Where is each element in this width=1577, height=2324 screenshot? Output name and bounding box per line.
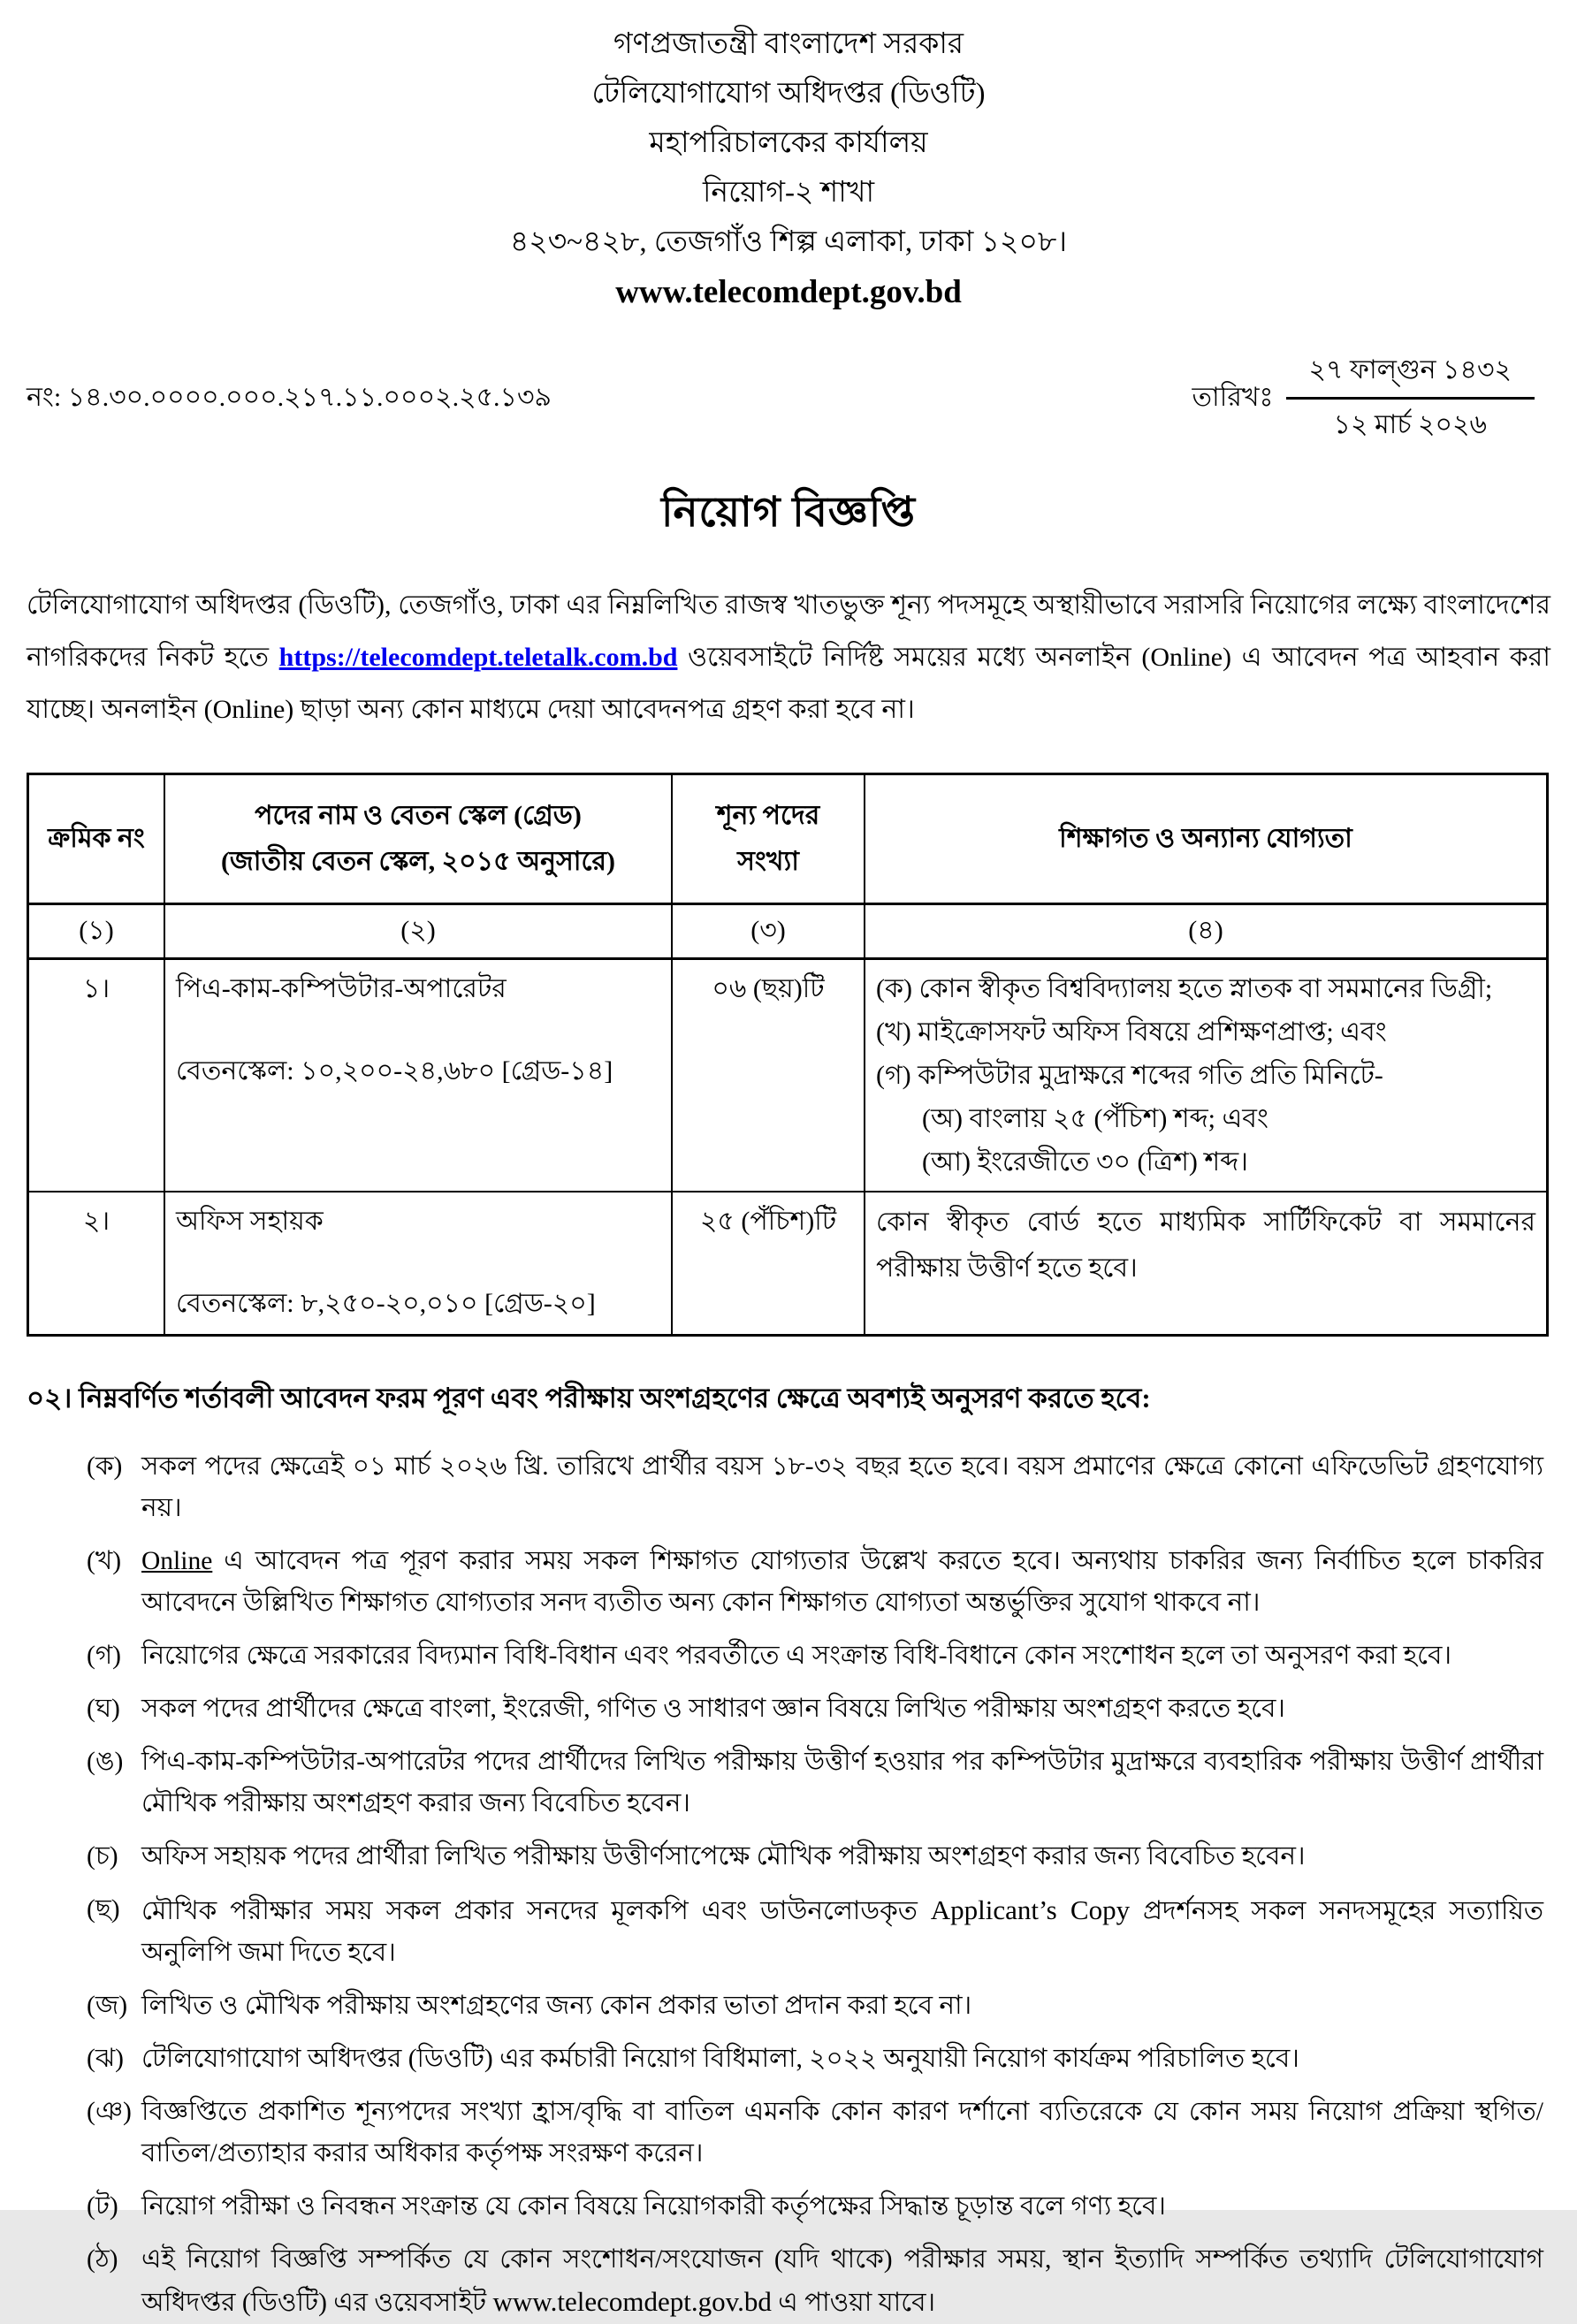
qualification-line: (ক) কোন স্বীকৃত বিশ্ববিদ্যালয় হতে স্নাতক বা সমমানের ডিগ্রী; [876, 974, 1493, 1003]
header-qualifications: শিক্ষাগত ও অন্যান্য যোগ্যতা [865, 774, 1548, 904]
condition-text: নিয়োগের ক্ষেত্রে সরকারের বিদ্যমান বিধি-বিধান এবং পরবর্তীতে এ সংক্রান্ত বিধি-বিধানে কোন সংশোধন হলে তা অনুসরণ করা হবে। [141, 1642, 1451, 1670]
table-row [28, 959, 1548, 1192]
qualification-line: (খ) মাইক্রোসফট অফিস বিষয়ে প্রশিক্ষণপ্রাপ্ত; এবং [876, 1017, 1387, 1047]
condition-item [87, 1985, 1550, 2027]
condition-text: সকল পদের প্রার্থীদের ক্ষেত্রে বাংলা, ইংরেজী, গণিত ও সাধারণ জ্ঞান বিষয়ে লিখিত পরীক্ষায় অংশগ্রহণ করতে হবে। [141, 1695, 1285, 1723]
condition-label: (ঝ) [87, 2045, 124, 2073]
column-number-4: (৪) [865, 904, 1548, 959]
post-name-cell [164, 1192, 672, 1336]
condition-text: টেলিযোগাযোগ অধিদপ্তর (ডিওটি) এর কর্মচারী নিয়োগ বিধিমালা, ২০২২ অনুযায়ী নিয়োগ কার্যক্রম পরিচালিত হবে। [141, 2045, 1299, 2073]
positions-tbody [28, 959, 1548, 1336]
condition-item [87, 2239, 1550, 2324]
memo-number-value: ১৪.৩০.০০০০.০০০.২১৭.১১.০০০২.২৫.১৩৯ [67, 383, 552, 412]
condition-label: (ঞ) [87, 2098, 132, 2126]
condition-item [87, 1688, 1550, 1730]
post-name: পিএ-কাম-কম্পিউটার-অপারেটর [176, 974, 507, 1003]
serial-cell: ২। [28, 1192, 165, 1336]
vacancy-count-cell: ২৫ (পঁচিশ)টি [672, 1192, 865, 1336]
qualification-line: (আ) ইংরেজীতে ৩০ (ত্রিশ) শব্দ। [922, 1147, 1248, 1177]
condition-text: বিজ্ঞপ্তিতে প্রকাশিত শূন্যপদের সংখ্যা হ্রাস/বৃদ্ধি বা বাতিল এমনকি কোন কারণ দর্শানো ব্যতিরেকে যে কোন সময় নিয়োগ প্রক্রিয়া স্থগিত/বাতিল/প্রত্যাহার করার অধিকার কর্তৃপক্ষ সংরক্ষণ করেন। [141, 2098, 1543, 2168]
notice-title: নিয়োগ বিজ্ঞপ্তি [661, 490, 916, 536]
application-website-link[interactable]: https://telecomdept.teletalk.com.bd [278, 643, 678, 672]
condition-label: (জ) [87, 1992, 128, 2020]
table-row [28, 1192, 1548, 1336]
column-number-3: (৩) [672, 904, 865, 959]
condition-label: (ক) [87, 1452, 123, 1481]
post-name: অফিস সহায়ক [176, 1207, 324, 1236]
condition-text: সকল পদের ক্ষেত্রেই ০১ মার্চ ২০২৬ খ্রি. তারিখে প্রার্থীর বয়স ১৮-৩২ বছর হতে হবে। বয়স প্রমাণের ক্ষেত্রে কোনো এফিডেভিট গ্রহণযোগ্য নয়। [141, 1452, 1543, 1522]
condition-item [87, 1741, 1550, 1825]
column-number-2: (২) [164, 904, 672, 959]
condition-text: লিখিত ও মৌখিক পরীক্ষায় অংশগ্রহণের জন্য কোন প্রকার ভাতা প্রদান করা হবে না। [141, 1992, 972, 2020]
column-number-1: (১) [28, 904, 165, 959]
intro-text-after-link: ওয়েবসাইটে নির্দিষ্ট সময়ের মধ্যে অনলাইন (Online) এ আবেদন পত্র আহবান করা যাচ্ছে। অনলাইন (Online) ছাড়া অন্য কোন মাধ্যমে দেয়া আবেদনপত্র গ্রহণ করা হবে না। [27, 643, 1550, 724]
date-label: তারিখঃ [1192, 383, 1274, 412]
date-bangla: ২৭ ফাল্গুন ১৪৩২ [1286, 348, 1535, 400]
vacancy-count-cell: ০৬ (ছয়)টি [672, 959, 865, 1192]
branch-name: নিয়োগ-২ শাখা [702, 177, 875, 209]
condition-label: (চ) [87, 1842, 118, 1871]
condition-label: (ঘ) [87, 1695, 120, 1723]
condition-item [87, 2038, 1550, 2080]
department-name: টেলিযোগাযোগ অধিদপ্তর (ডিওটি) [591, 78, 986, 110]
post-name-cell [164, 959, 672, 1192]
condition-item [87, 1541, 1550, 1624]
header-vacancy-count: শূন্য পদের সংখ্যা [672, 774, 865, 904]
positions-table [27, 773, 1549, 1337]
condition-label: (ঠ) [87, 2245, 118, 2274]
serial-cell: ১। [28, 959, 165, 1192]
condition-label: (গ) [87, 1642, 121, 1670]
condition-item [87, 2092, 1550, 2175]
qualification-line: (গ) কম্পিউটার মুদ্রাক্ষরে শব্দের গতি প্রতি মিনিটে- [876, 1061, 1383, 1090]
memo-number-label: নং: [27, 383, 62, 412]
qualification-line: কোন স্বীকৃত বোর্ড হতে মাধ্যমিক সার্টিফিকেট বা সমমানের পরীক্ষায় উত্তীর্ণ হতে হবে। [876, 1208, 1535, 1283]
header-post-name-line2: (জাতীয় বেতন স্কেল, ২০১৫ অনুসারে) [220, 847, 616, 876]
pay-scale: বেতনস্কেল: ১০,২০০-২৪,৬৮০ [গ্রেড-১৪] [176, 1056, 613, 1086]
memo-number [27, 376, 552, 421]
qualification-line: (অ) বাংলায় ২৫ (পঁচিশ) শব্দ; এবং [922, 1104, 1268, 1133]
column-number-row [28, 904, 1548, 959]
qualifications-cell [865, 959, 1548, 1192]
header-post-name [164, 774, 672, 904]
government-name: গণপ্রজাতন্ত্রী বাংলাদেশ সরকার [613, 28, 964, 60]
office-address: ৪২৩~৪২৮, তেজগাঁও শিল্প এলাকা, ঢাকা ১২০৮। [509, 226, 1068, 258]
department-website: www.telecomdept.gov.bd [615, 274, 962, 310]
letterhead [27, 19, 1550, 318]
reference-row [27, 348, 1550, 448]
condition-text: Online এ আবেদন পত্র পূরণ করার সময় সকল শিক্ষাগত যোগ্যতার উল্লেখ করতে হবে। অন্যথায় চাকরির জন্য নির্বাচিত হলে চাকরির আবেদনে উল্লিখিত শিক্ষাগত যোগ্যতার সনদ ব্যতীত অন্য কোন শিক্ষাগত যোগ্যতা অন্তর্ভুক্তির সুযোগ থাকবে না। [141, 1547, 1543, 1617]
table-header-row [28, 774, 1548, 904]
condition-item [87, 2186, 1550, 2228]
date-block [1192, 348, 1535, 448]
header-serial: ক্রমিক নং [28, 774, 165, 904]
pay-scale: বেতনস্কেল: ৮,২৫০-২০,০১০ [গ্রেড-২০] [176, 1289, 596, 1318]
condition-text: নিয়োগ পরীক্ষা ও নিবন্ধন সংক্রান্ত যে কোন বিষয়ে নিয়োগকারী কর্তৃপক্ষের সিদ্ধান্ত চূড়ান্ত বলে গণ্য হবে। [141, 2192, 1166, 2221]
date-values [1286, 348, 1535, 448]
qualifications-cell [865, 1192, 1548, 1336]
condition-item [87, 1836, 1550, 1878]
condition-item [87, 1446, 1550, 1529]
condition-label: (খ) [87, 1547, 122, 1575]
office-name: মহাপরিচালকের কার্যালয় [649, 127, 928, 159]
condition-text: অফিস সহায়ক পদের প্রার্থীরা লিখিত পরীক্ষায় উত্তীর্ণসাপেক্ষে মৌখিক পরীক্ষায় অংশগ্রহণ করার জন্য বিবেচিত হবেন। [141, 1842, 1306, 1871]
conditions-list [27, 1446, 1550, 2324]
intro-paragraph [27, 579, 1550, 735]
condition-text: মৌখিক পরীক্ষার সময় সকল প্রকার সনদের মূলকপি এবং ডাউনলোডকৃত Applicant’s Copy প্রদর্শনসহ সকল সনদসমূহের সত্যায়িত অনুলিপি জমা দিতে হবে। [141, 1894, 1543, 1967]
condition-item [87, 1889, 1550, 1974]
condition-text: পিএ-কাম-কম্পিউটার-অপারেটর পদের প্রার্থীদের লিখিত পরীক্ষায় উত্তীর্ণ হওয়ার পর কম্পিউটার মুদ্রাক্ষরে ব্যবহারিক পরীক্ষায় উত্তীর্ণ প্রার্থীরা মৌখিক পরীক্ষায় অংশগ্রহণ করার জন্য বিবেচিত হবেন। [141, 1748, 1543, 1817]
condition-label: (ঙ) [87, 1748, 124, 1776]
condition-item [87, 1635, 1550, 1677]
condition-label: (ছ) [87, 1895, 120, 1924]
intro-text-before-link: টেলিযোগাযোগ অধিদপ্তর (ডিওটি), তেজগাঁও, ঢাকা এর নিম্নলিখিত রাজস্ব খাতভুক্ত শূন্য পদসমূহে অস্থায়ীভাবে সরাসরি নিয়োগের লক্ষ্যে বাংলাদেশের নাগরিকদের নিকট হতে [27, 591, 1550, 672]
condition-text: এই নিয়োগ বিজ্ঞপ্তি সম্পর্কিত যে কোন সংশোধন/সংযোজন (যদি থাকে) পরীক্ষার সময়, স্থান ইত্যাদি সম্পর্কিত তথ্যাদি টেলিযোগাযোগ অধিদপ্তর (ডিওটি) এর ওয়েবসাইট www.telecomdept.gov.bd এ পাওয়া যাবে। [141, 2245, 1543, 2317]
conditions-heading: ০২। নিম্নবর্ণিত শর্তাবলী আবেদন ফরম পূরণ এবং পরীক্ষায় অংশগ্রহণের ক্ষেত্রে অবশ্যই অনুসরণ করতে হবে: [27, 1383, 1151, 1413]
header-post-name-line1: পদের নাম ও বেতন স্কেল (গ্রেড) [255, 801, 582, 830]
condition-label: (ট) [87, 2192, 118, 2221]
date-gregorian: ১২ মার্চ ২০২৬ [1333, 410, 1488, 439]
